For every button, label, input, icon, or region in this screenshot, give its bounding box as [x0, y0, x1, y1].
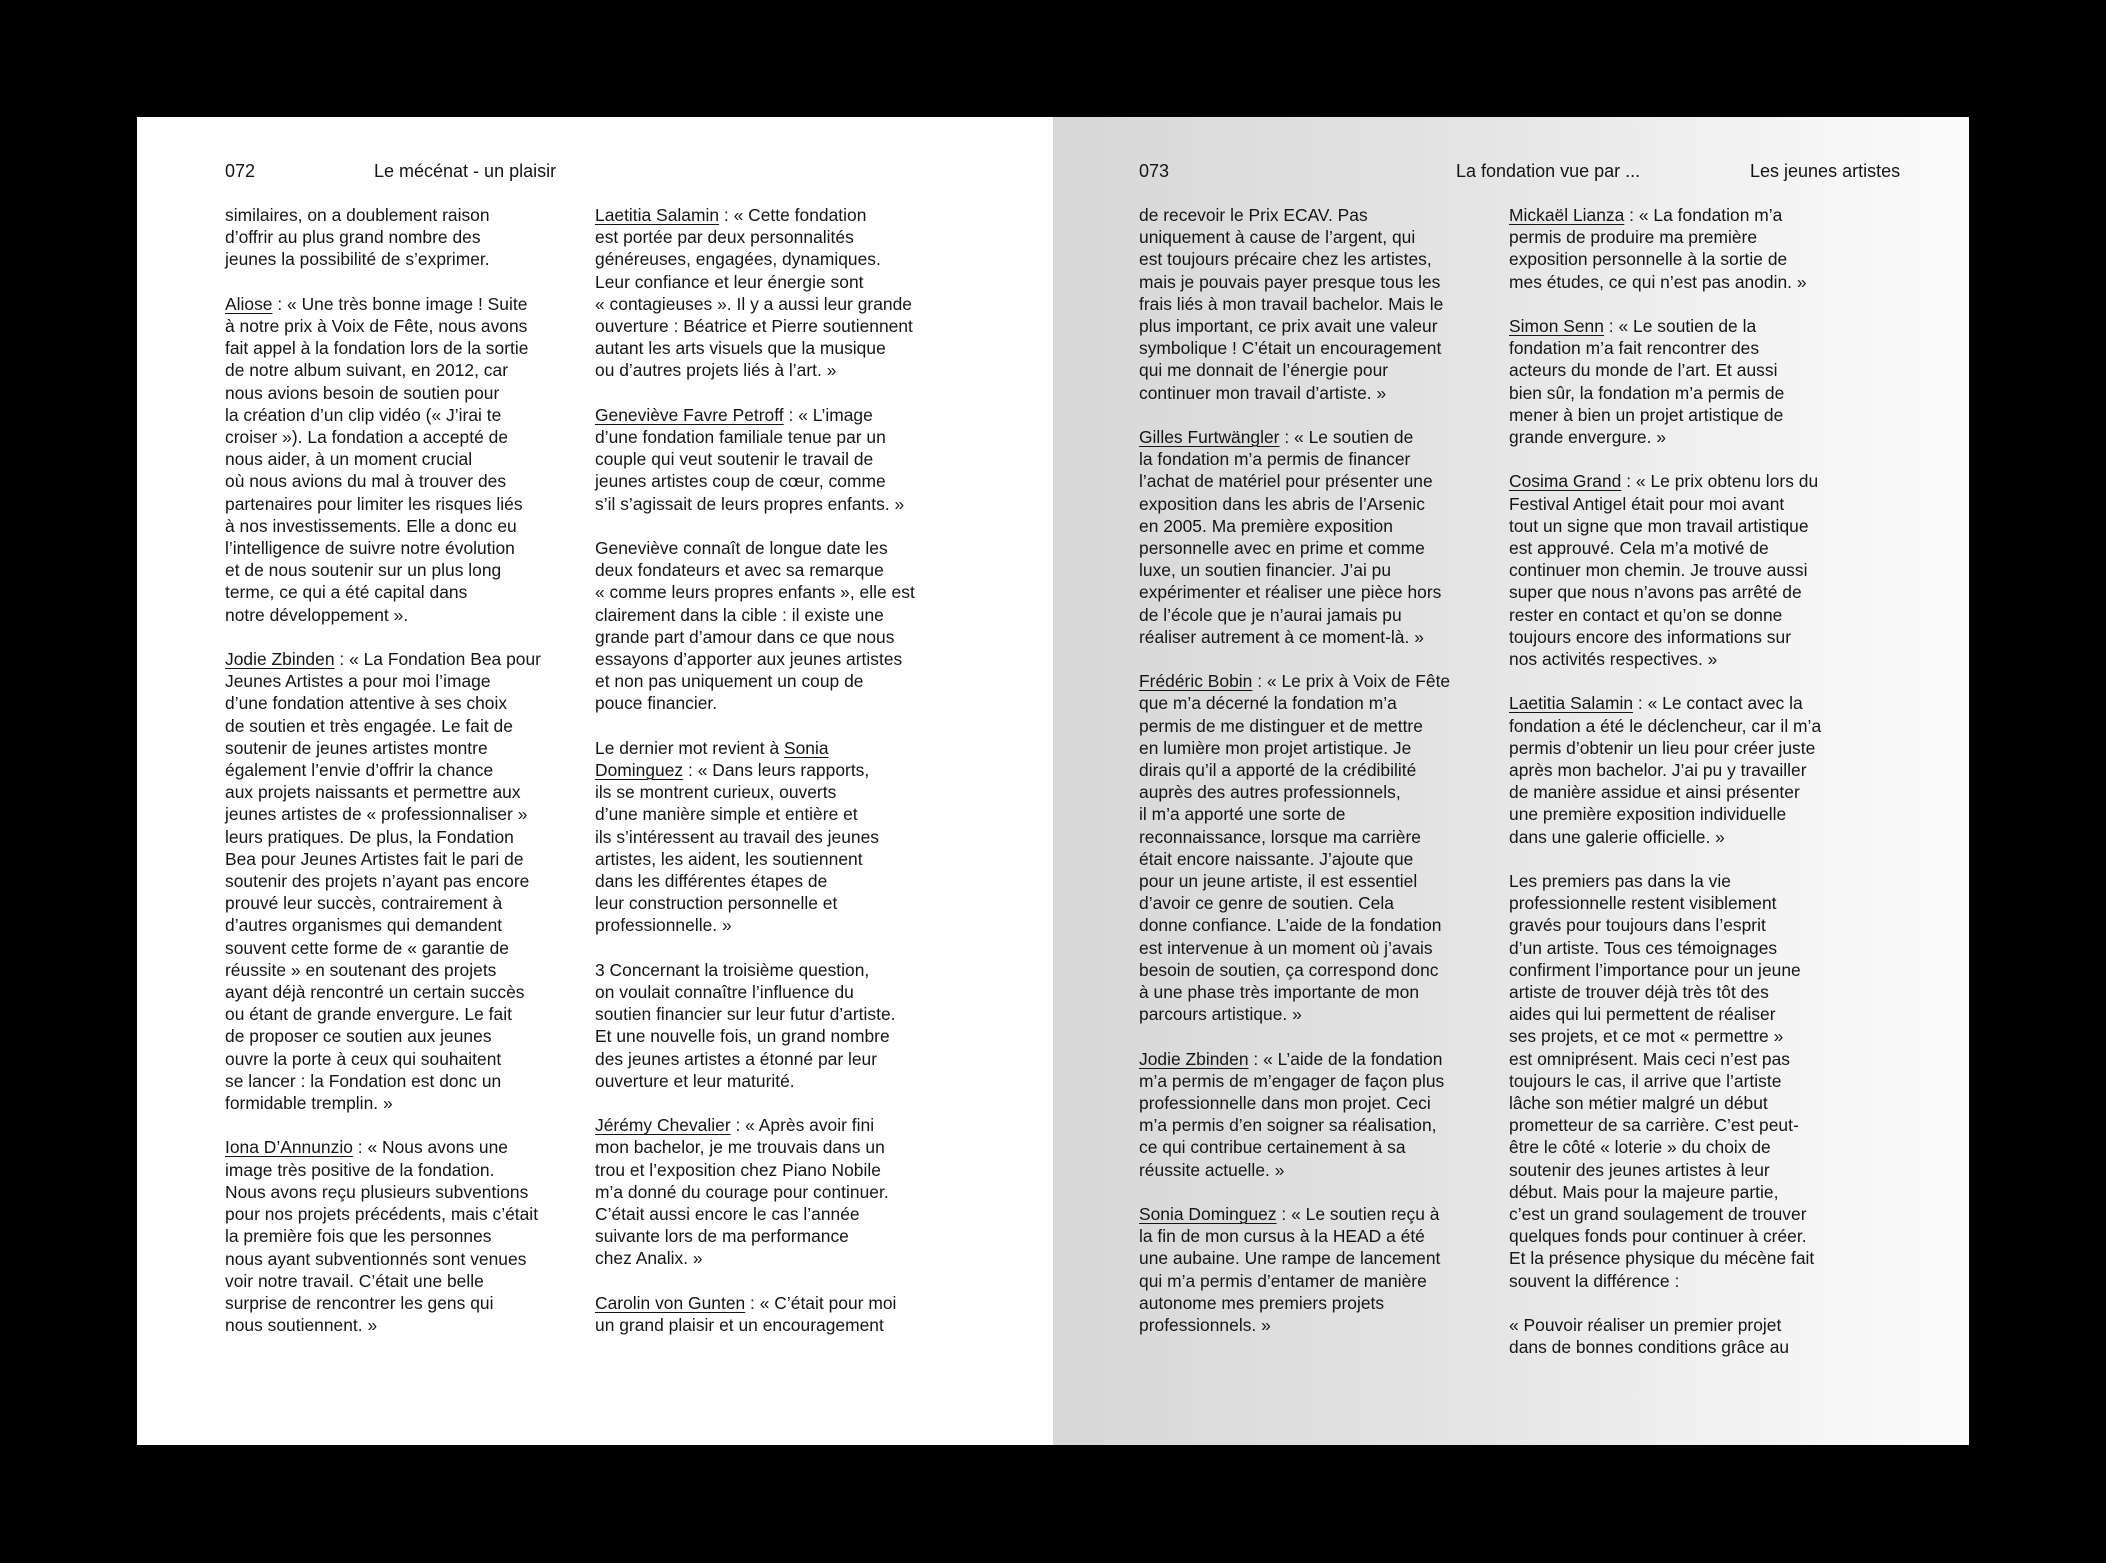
artist-name: Frédéric Bobin [1139, 671, 1253, 692]
page-section-title: Les jeunes artistes [1750, 161, 1901, 181]
artist-name: Iona D’Annunzio [225, 1137, 353, 1158]
artist-name: Gilles Furtwängler [1139, 427, 1280, 448]
page-number: 072 [225, 161, 256, 181]
book-spread [137, 117, 1969, 1445]
text-column-2 [1509, 204, 1857, 1381]
artist-name: Mickaël Lianza [1509, 205, 1625, 225]
testimonial-paragraph: Carolin von Gunten : « C’était pour moi un grand plaisir et un encouragement [595, 1292, 897, 1336]
paragraph: de recevoir le Prix ECAV. Pas uniquement à cause de l’argent, qui est toujours précaire chez les artistes, mais je pouvais payer presque tous les frais liés à mon travail bachelor. Mais le plus important, ce prix avait une valeur symbolique ! C’était un encouragement qui me donnait de l’énergie pour continuer mon travail d’artiste. » [1139, 205, 1444, 403]
artist-name: Jodie Zbinden [225, 649, 335, 670]
quote-paragraph: « Pouvoir réaliser un premier projet dans de bonnes conditions grâce au [1509, 1315, 1790, 1358]
artist-name: Carolin von Gunten [595, 1292, 746, 1313]
paragraph: Les premiers pas dans la vie professionnelle restent visiblement gravés pour toujours dans l’esprit d’un artiste. Tous ces témoignages confirment l’importance pour un jeune artiste de trouver déjà très tôt des aides qui lui permettent de réaliser ses projets, et ce mot « permettre » est omniprésent. Mais ceci n’est pas toujours le cas, il arrive que l’artiste lâche son métier malgré un début prometteur de sa carrière. C’est peut- être le côté « loterie » du choix de soutenir des jeunes artistes à leur début. Mais pour la majeure partie, c’est un grand soulagement de trouver quelques fonds pour continuer à créer. Et la présence physique du mécène fait souvent la différence : [1509, 871, 1815, 1291]
testimonial-paragraph: Mickaël Lianza : « La fondation m’a permis de produire ma première exposition personnelle à la sortie de mes études, ce qui n’est pas anodin. » [1509, 205, 1807, 292]
left-page [137, 117, 1053, 1445]
paragraph: similaires, on a doublement raison d’offrir au plus grand nombre des jeunes la possibilité de s’exprimer. [225, 205, 490, 270]
testimonial-paragraph: Laetitia Salamin : « Cette fondation est portée par deux personnalités généreuses, engagées, dynamiques. Leur confiance et leur énergie sont « contagieuses ». Il y a aussi leur grande ouverture : Béatrice et Pierre soutiennent autant les arts visuels que la musique ou d’autres projets liés à l’art. » [595, 205, 913, 381]
artist-name: Sonia Dominguez [595, 737, 829, 781]
text-column-1 [225, 204, 573, 1359]
testimonial-paragraph: Le dernier mot revient à Sonia Dominguez : « Dans leurs rapports, ils se montrent curieux, ouverts d’une manière simple et entière et ils s’intéressent au travail des jeunes artistes, les aident, les soutiennent dans les différentes étapes de leur construction personnelle et professionnelle. » [595, 737, 880, 936]
testimonial-paragraph: Laetitia Salamin : « Le contact avec la fondation a été le déclencheur, car il m’a permis d’obtenir un lieu pour créer juste après mon bachelor. J’ai pu y travailler de manière assidue et ainsi présenter une première exposition individuelle dans une galerie officielle. » [1509, 693, 1822, 847]
testimonial-paragraph: Jodie Zbinden : « L’aide de la fondation m’a permis de m’engager de façon plus professionnelle dans mon projet. Ceci m’a permis d’en soigner sa réalisation, ce qui contribue certainement à sa réussite actuelle. » [1139, 1048, 1445, 1180]
paragraph: Geneviève connaît de longue date les deux fondateurs et avec sa remarque « comme leurs propres enfants », elle est clairement dans la cible : il existe une grande part d’amour dans ce que nous essayons d’apporter aux jeunes artistes et non pas uniquement un coup de pouce financier. [595, 538, 915, 714]
testimonial-paragraph: Jodie Zbinden : « La Fondation Bea pour Jeunes Artistes a pour moi l’image d’une fondation attentive à ses choix de soutien et très engagée. Le fait de soutenir de jeunes artistes montre également l’envie d’offrir la chance aux projets naissants et permettre aux jeunes artistes de « professionnaliser » leurs pratiques. De plus, la Fondation Bea pour Jeunes Artistes fait le pari de soutenir des projets n’ayant pas encore prouvé leur succès, contrairement à d’autres organismes qui demandent souvent cette forme de « garantie de réussite » en soutenant des projets ayant déjà rencontré un certain succès ou étant de grande envergure. Le fait de proposer ce soutien aux jeunes ouvre la porte à ceux qui souhaitent se lancer : la Fondation est donc un formidable tremplin. » [225, 649, 541, 1114]
page-running-title: La fondation vue par ... [1456, 161, 1641, 181]
testimonial-paragraph: Iona D’Annunzio : « Nous avons une image très positive de la fondation. Nous avons reçu plusieurs subventions pour nos projets précédents, mais c’était la première fois que les personnes nous ayant subventionnés sont venues voir notre travail. C’était une belle surprise de rencontrer les gens qui nous soutiennent. » [225, 1137, 539, 1336]
text-column-2 [595, 204, 943, 1358]
testimonial-paragraph: Frédéric Bobin : « Le prix à Voix de Fête que m’a décerné la fondation m’a permis de me distinguer et de mettre en lumière mon projet artistique. Je dirais qu’il a apporté de la crédibilité auprès des autres professionnels, il m’a apporté une sorte de reconnaissance, lorsque ma carrière était encore naissante. J’ajoute que pour un jeune artiste, il est essentiel d’avoir ce genre de soutien. Cela donne confiance. L’aide de la fondation est intervenue à un moment où j’avais besoin de soutien, ça correspond donc à une phase très importante de mon parcours artistique. » [1139, 671, 1451, 1025]
page-running-title: Le mécénat - un plaisir [374, 161, 557, 181]
page-number: 073 [1139, 161, 1170, 181]
text-column-1 [1139, 204, 1487, 1358]
testimonial-paragraph: Cosima Grand : « Le prix obtenu lors du Festival Antigel était pour moi avant tout un signe que mon travail artistique est approuvé. Cela m’a motivé de continuer mon chemin. Je trouve aussi super que nous n’avons pas arrêté de rester en contact et qu’on se donne toujours encore des informations sur nos activités respectives. » [1509, 471, 1819, 670]
artist-name: Laetitia Salamin [1509, 693, 1634, 714]
artist-name: Jodie Zbinden [1139, 1048, 1249, 1069]
artist-name: Aliose [225, 293, 273, 314]
section-paragraph: 3 Concernant la troisième question, on voulait connaître l’influence du soutien financier sur leur futur d’artiste. Et une nouvelle fois, un grand nombre des jeunes artistes a étonné par leur ouverture et leur maturité. [595, 959, 896, 1091]
testimonial-paragraph: Simon Senn : « Le soutien de la fondation m’a fait rencontrer des acteurs du monde de l’art. Et aussi bien sûr, la fondation m’a permis de mener à bien un projet artistique de grande envergure. » [1509, 316, 1785, 448]
testimonial-paragraph: Aliose : « Une très bonne image ! Suite à notre prix à Voix de Fête, nous avons fait appel à la fondation lors de la sortie de notre album suivant, en 2012, car nous avions besoin de soutien pour la création d’un clip vidéo (« J’irai te croiser »). La fondation a accepté de nous aider, à un moment crucial où nous avions du mal à trouver des partenaires pour limiter les risques liés à nos investissements. Elle a donc eu l’intelligence de suivre notre évolution et de nous soutenir sur un plus long terme, ce qui a été capital dans notre développement ». [225, 293, 529, 625]
testimonial-paragraph: Gilles Furtwängler : « Le soutien de la fondation m’a permis de financer l’achat de matériel pour présenter une exposition dans les abris de l’Arsenic en 2005. Ma première exposition personnelle avec en prime et comme luxe, un soutien financier. J’ai pu expérimenter et réaliser une pièce hors de l’école que je n’aurai jamais pu réaliser autrement à ce moment-là. » [1139, 427, 1442, 647]
right-page [1053, 117, 1969, 1445]
artist-name: Sonia Dominguez [1139, 1204, 1277, 1225]
artist-name: Simon Senn [1509, 316, 1604, 336]
artist-name: Laetitia Salamin [595, 205, 720, 225]
testimonial-paragraph: Geneviève Favre Petroff : « L’image d’une fondation familiale tenue par un couple qui veut soutenir le travail de jeunes artistes coup de cœur, comme s’il s’agissait de leurs propres enfants. » [595, 404, 905, 514]
artist-name: Cosima Grand [1509, 471, 1622, 492]
testimonial-paragraph: Jérémy Chevalier : « Après avoir fini mon bachelor, je me trouvais dans un trou et l’exposition chez Piano Nobile m’a donné du courage pour continuer. C’était aussi encore le cas l’année suivante lors de ma performance chez Analix. » [595, 1115, 889, 1269]
artist-name: Jérémy Chevalier [595, 1115, 731, 1136]
artist-name: Geneviève Favre Petroff [595, 404, 784, 425]
testimonial-paragraph: Sonia Dominguez : « Le soutien reçu à la fin de mon cursus à la HEAD a été une aubaine. Une rampe de lancement qui m’a permis d’entamer de manière autonome mes premiers projets professionnels. » [1139, 1204, 1441, 1336]
